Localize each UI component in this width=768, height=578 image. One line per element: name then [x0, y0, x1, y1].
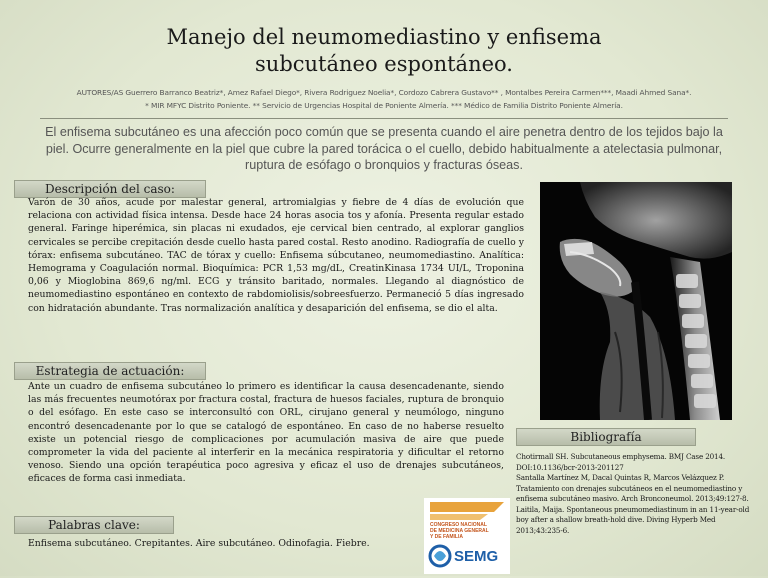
title-line-1: Manejo del neumomediastino y enfisema [166, 25, 602, 49]
case-heading: Descripción del caso: [14, 180, 206, 198]
strategy-text: Ante un cuadro de enfisema subcutáneo lo primero es identificar la causa desencadenante, siendo las más frecuentes neumotórax por fractura costal, fractura de huesos faciales, ruptura de bronquio o del esófago. En este caso se interconsultó con ORL, cirujano general y neumólogo, ninguno encontró desencadenante por lo que se catalogó de espontáneo. En caso de no haberse resuelto existe un potencial riesgo de complicaciones por acumulación masiva de aire que puede comprometer la vida del paciente al interferir en la mecánica respiratoria y dificultar el retorno venoso. Siendo una opción terapéutica poco agresiva y eficaz el uso de drenajes subcutáneos, eficaces de forma casi inmediata. [28, 381, 504, 485]
bibliography-entry: Chotirmall SH. Subcutaneous emphysema. BMJ Case 2014. DOI:10.1136/bcr-2013-201127 [516, 452, 726, 472]
keywords-text: Enfisema subcutáneo. Crepitantes. Aire subcutáneo. Odinofagia. Fiebre. [28, 538, 370, 549]
bibliography-entry: Laitila, Maija. Spontaneous pneumomediastinum in an 11-year-old boy after a shallow breath-hold dive. Diving Hyperb Med 2013;43:235-6. [516, 504, 750, 535]
congress-logo [424, 498, 510, 574]
authors-affiliations: * MIR MFYC Distrito Poniente. ** Servicio de Urgencias Hospital de Poniente Almería. *** Médico de Familia Distrito Poniente Almería. [145, 101, 623, 110]
intro-text: El enfisema subcutáneo es una afección poco común que se presenta cuando el aire penetra dentro de los tejidos bajo la piel. Ocurre generalmente en la piel que cubre la pared torácica o el cuello, debido habitualmente a atelectasia pulmonar, ruptura de esófago o bronquios y fracturas óseas. [45, 125, 723, 172]
bibliography-heading: Bibliografía [516, 428, 696, 446]
keywords-heading: Palabras clave: [14, 516, 174, 534]
bibliography-list [516, 452, 752, 536]
congress-text [430, 522, 489, 540]
congress-line-3: Y DE FAMILIA [430, 534, 463, 540]
congress-line-2: DE MEDICINA GENERAL [430, 528, 489, 534]
case-text: Varón de 30 años, acude por malestar general, artromialgias y fiebre de 4 días de evolución que relaciona con actividad física intensa. Desde hace 24 horas asocia tos y afonía. Presenta regular estado general. Faringe hiperémica, sin placas ni exudados, eje cervical bien centrado, al explorar ganglios cervicales se percibe crepitación desde cuello hasta pared costal. Resto anodino. Radiografía de cuello y tórax: enfisema subcutáneo. TAC de tórax y cuello: Enfisema súbcutaneo, neumomediastino. Analítica: Hemograma y Coagulación normal. Bioquímica: PCR 1,53 mg/dL, CreatinKinasa 1734 UI/L, Troponina 0,06 y Mioglobina 869,6 ng/ml. ECG y tránsito baritado, normales. Llegando al diagnóstico de neumomediastino espontáneo en contexto de rabdomiolisis/sobreesfuerzo. Permaneció 5 días ingresado con hidratación abundante. Tras normalización analítica y desaparición del enfisema, se dio el alta. [28, 197, 524, 314]
poster-title [60, 24, 708, 78]
semg-wordmark: SEMG [454, 548, 499, 565]
title-divider [40, 118, 728, 119]
authors-block [40, 86, 728, 112]
neck-xray-image [540, 182, 732, 420]
congress-line-1: CONGRESO NACIONAL [430, 522, 487, 528]
bibliography-entry: Santalla Martínez M, Dacal Quintas R, Marcos Velázquez P. Tratamiento con drenajes subcutáneos en el neumomediastino y enfisema subcutáneo masivo. Arch Bronconeumol. 2013;49:127-8. [516, 473, 749, 503]
authors-names: AUTORES/AS Guerrero Barranco Beatriz*, Amez Rafael Diego*, Rivera Rodriguez Noelia*, Cordozo Cabrera Gustavo** , Montalbes Pereira Carmen***, Maadi Ahmed Sana*. [76, 88, 692, 97]
xray-drawing [540, 182, 732, 420]
title-line-2: subcutáneo espontáneo. [255, 52, 513, 76]
strategy-heading: Estrategia de actuación: [14, 362, 206, 380]
